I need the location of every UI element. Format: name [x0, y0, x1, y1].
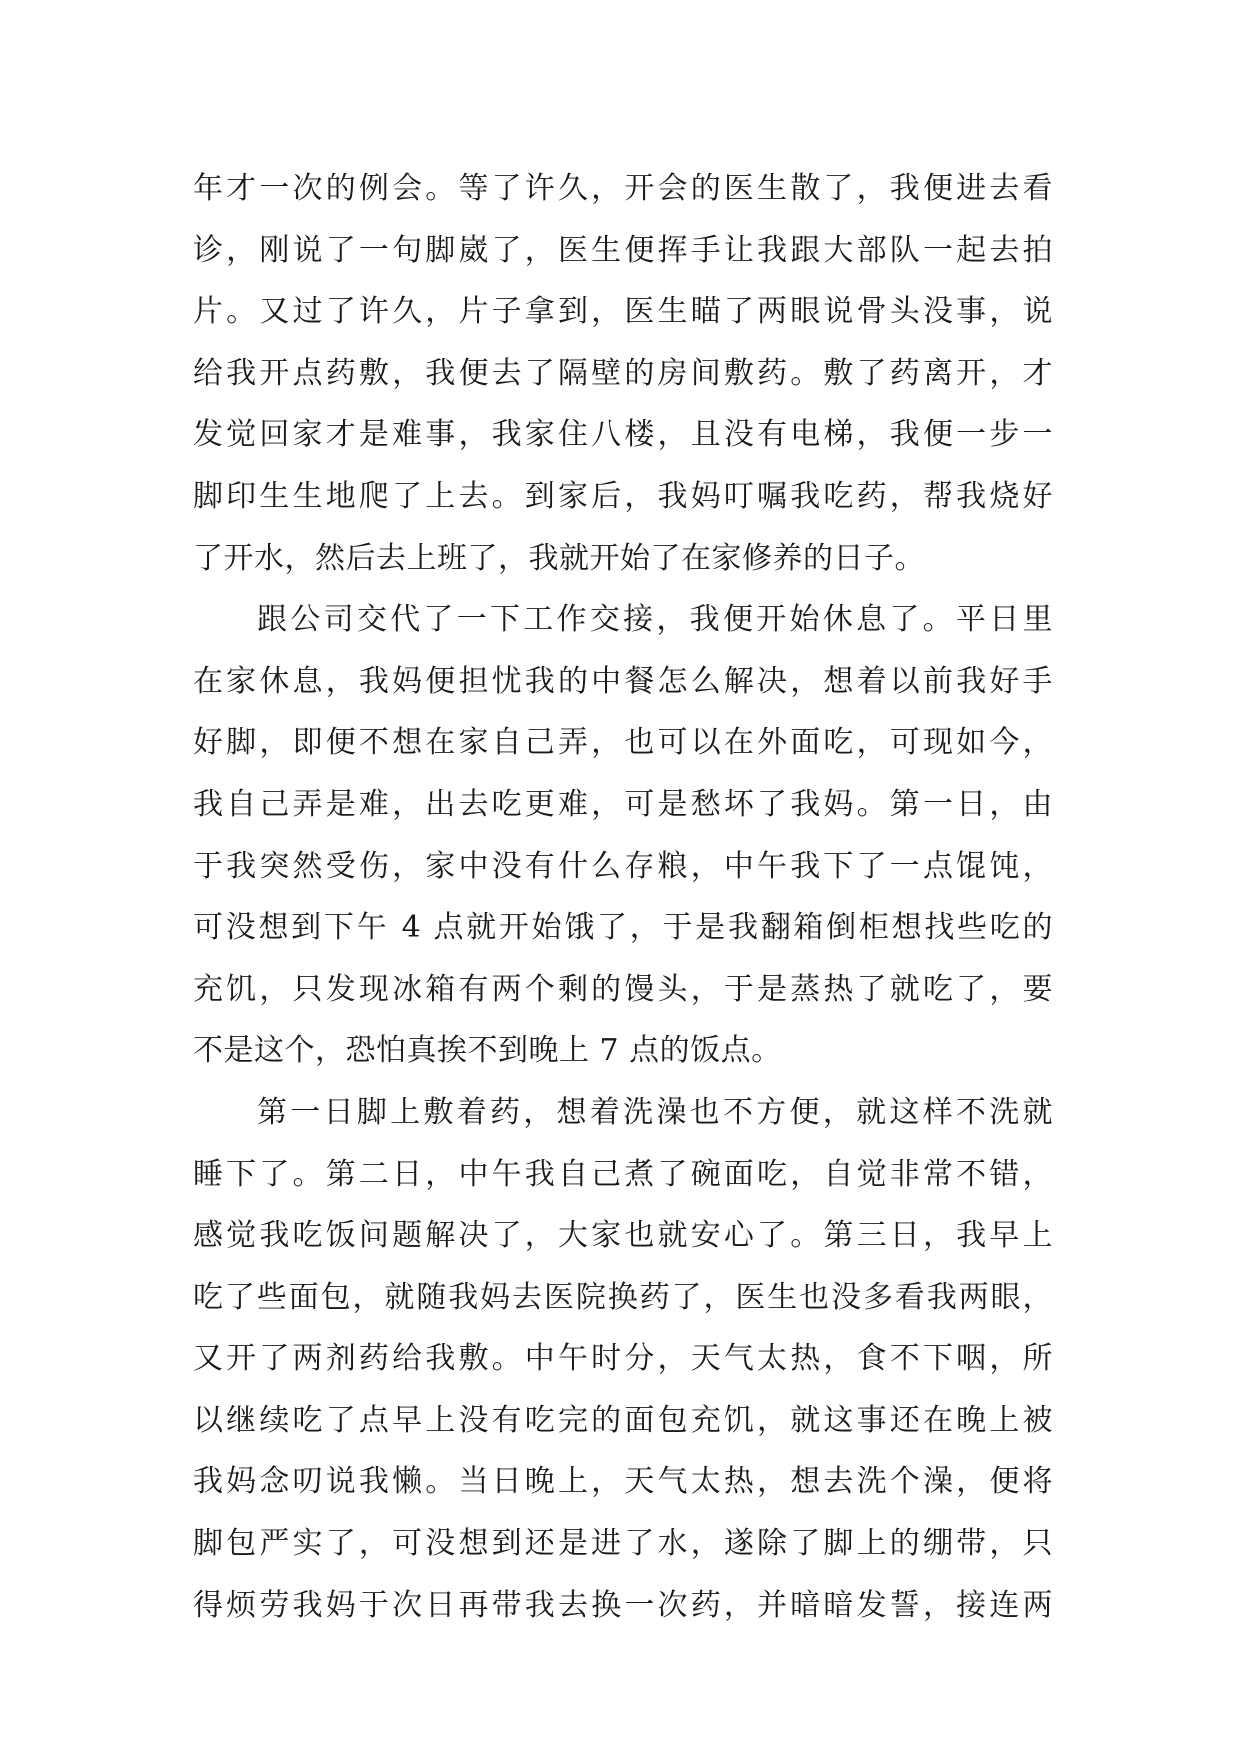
text-line: 脚包严实了，可没想到还是进了水，遂除了脚上的绷带，只 — [193, 1526, 1053, 1562]
text-line: 吃了些面包，就随我妈去医院换药了，医生也没多看我两眼， — [193, 1279, 1053, 1315]
text-line: 给我开点药敷，我便去了隔壁的房间敷药。敷了药离开，才 — [193, 355, 1053, 391]
text-line: 不是这个，恐怕真挨不到晚上 7 点的饭点。 — [193, 1033, 782, 1069]
text-line: 睡下了。第二日，中午我自己煮了碗面吃，自觉非常不错， — [193, 1156, 1053, 1192]
text-line: 可没想到下午 4 点就开始饿了，于是我翻箱倒柜想找些吃的 — [193, 910, 1053, 946]
text-line: 诊，刚说了一句脚崴了，医生便挥手让我跟大部队一起去拍 — [193, 232, 1053, 268]
text-line: 了开水，然后去上班了，我就开始了在家修养的日子。 — [193, 540, 925, 576]
text-line: 好脚，即便不想在家自己弄，也可以在外面吃，可现如今， — [193, 725, 1053, 761]
text-line: 又开了两剂药给我敷。中午时分，天气太热，食不下咽，所 — [193, 1341, 1053, 1377]
text-line: 脚印生生地爬了上去。到家后，我妈叮嘱我吃药，帮我烧好 — [193, 478, 1053, 514]
text-line: 得烦劳我妈于次日再带我去换一次药，并暗暗发誓，接连两 — [193, 1587, 1053, 1623]
text-line: 片。又过了许久，片子拿到，医生瞄了两眼说骨头没事，说 — [193, 294, 1053, 330]
text-line: 于我突然受伤，家中没有什么存粮，中午我下了一点馄饨， — [193, 848, 1053, 884]
text-line: 年才一次的例会。等了许久，开会的医生散了，我便进去看 — [193, 171, 1053, 206]
text-line: 我自己弄是难，出去吃更难，可是愁坏了我妈。第一日，由 — [193, 786, 1053, 822]
text-line: 我妈念叨说我懒。当日晚上，天气太热，想去洗个澡，便将 — [193, 1464, 1053, 1500]
text-line: 充饥，只发现冰箱有两个剩的馒头，于是蒸热了就吃了，要 — [193, 971, 1053, 1007]
body-text — [193, 158, 1053, 1636]
text-line: 感觉我吃饭问题解决了，大家也就安心了。第三日，我早上 — [193, 1218, 1053, 1254]
paragraph-start-line: 跟公司交代了一下工作交接，我便开始休息了。平日里 — [257, 602, 1053, 638]
text-line: 以继续吃了点早上没有吃完的面包充饥，就这事还在晚上被 — [193, 1402, 1053, 1438]
text-line: 在家休息，我妈便担忧我的中餐怎么解决，想着以前我好手 — [193, 663, 1053, 699]
paragraph-start-line: 第一日脚上敷着药，想着洗澡也不方便，就这样不洗就 — [257, 1094, 1053, 1130]
text-line: 发觉回家才是难事，我家住八楼，且没有电梯，我便一步一 — [193, 417, 1053, 453]
